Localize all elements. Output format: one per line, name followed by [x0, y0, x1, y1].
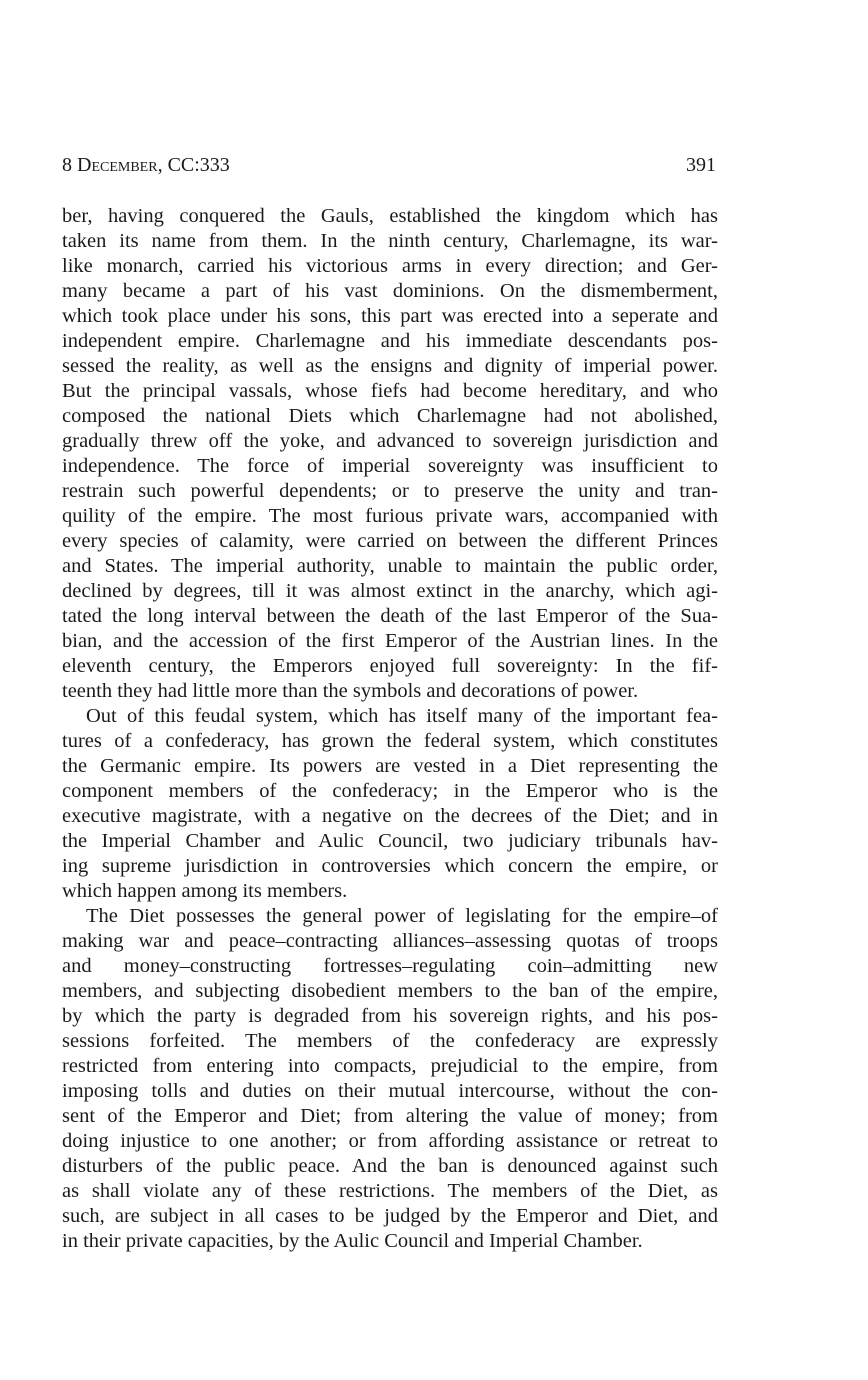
paragraph — [62, 904, 718, 1254]
text-line: the Imperial Chamber and Aulic Council, two judiciary tribunals hav- — [62, 830, 718, 852]
text-line: many became a part of his vast dominions. On the dismemberment, — [62, 280, 718, 302]
page-number: 391 — [686, 154, 716, 176]
text-line: executive magistrate, with a negative on the decrees of the Diet; and in — [62, 805, 718, 827]
running-head-title — [62, 150, 230, 180]
text-line: ing supreme jurisdiction in controversies which concern the empire, or — [62, 855, 718, 877]
body-text — [62, 204, 718, 1254]
text-line: which happen among its members. — [62, 880, 348, 902]
text-line: tated the long interval between the death of the last Emperor of the Sua- — [62, 605, 718, 627]
text-line: teenth they had little more than the symbols and decorations of power. — [62, 680, 639, 702]
text-line: making war and peace–contracting alliances–assessing quotas of troops — [62, 930, 718, 952]
text-line: gradually threw off the yoke, and advanced to sovereign jurisdiction and — [62, 430, 718, 452]
text-line: composed the national Diets which Charlemagne had not abolished, — [62, 405, 718, 427]
text-line: every species of calamity, were carried on between the different Princes — [62, 530, 718, 552]
text-line: by which the party is degraded from his sovereign rights, and his pos- — [62, 1005, 718, 1027]
text-line: like monarch, carried his victorious arms in every direction; and Ger- — [62, 255, 718, 277]
text-line: as shall violate any of these restrictions. The members of the Diet, as — [62, 1180, 718, 1202]
text-line: declined by degrees, till it was almost extinct in the anarchy, which agi- — [62, 580, 718, 602]
text-line: restricted from entering into compacts, prejudicial to the empire, from — [62, 1055, 718, 1077]
text-line: which took place under his sons, this part was erected into a seperate and — [62, 305, 718, 327]
text-line: tures of a confederacy, has grown the federal system, which constitutes — [62, 730, 718, 752]
text-line: bian, and the accession of the first Emperor of the Austrian lines. In the — [62, 630, 718, 652]
running-head-number: 8 — [62, 154, 72, 176]
paragraph — [62, 204, 718, 704]
text-line: independence. The force of imperial sovereignty was insufficient to — [62, 455, 718, 477]
text-line: quility of the empire. The most furious private wars, accompanied with — [62, 505, 718, 527]
text-line: and money–constructing fortresses–regulating coin–admitting new — [62, 955, 718, 977]
text-line: doing injustice to one another; or from affording assistance or retreat to — [62, 1130, 718, 1152]
text-line: imposing tolls and duties on their mutual intercourse, without the con- — [62, 1080, 718, 1102]
text-line: in their private capacities, by the Aulic Council and Imperial Chamber. — [62, 1230, 643, 1252]
text-line: and States. The imperial authority, unable to maintain the public order, — [62, 555, 718, 577]
running-head-document-id: , CC:333 — [157, 154, 230, 176]
text-line: disturbers of the public peace. And the ban is denounced against such — [62, 1155, 718, 1177]
paragraph — [62, 704, 718, 904]
text-line: The Diet possesses the general power of legislating for the empire–of — [86, 905, 718, 927]
running-head — [62, 150, 716, 180]
text-line: sessions forfeited. The members of the confederacy are expressly — [62, 1030, 718, 1052]
text-line: independent empire. Charlemagne and his immediate descendants pos- — [62, 330, 718, 352]
running-head-month: December — [77, 154, 158, 176]
text-line: sessed the reality, as well as the ensigns and dignity of imperial power. — [62, 355, 718, 377]
text-line: the Germanic empire. Its powers are vested in a Diet representing the — [62, 755, 718, 777]
text-line: Out of this feudal system, which has itself many of the important fea- — [86, 705, 718, 727]
text-line: But the principal vassals, whose fiefs had become hereditary, and who — [62, 380, 718, 402]
text-line: sent of the Emperor and Diet; from altering the value of money; from — [62, 1105, 718, 1127]
text-line: members, and subjecting disobedient members to the ban of the empire, — [62, 980, 718, 1002]
text-line: ber, having conquered the Gauls, established the kingdom which has — [62, 205, 718, 227]
text-line: taken its name from them. In the ninth century, Charlemagne, its war- — [62, 230, 718, 252]
text-line: eleventh century, the Emperors enjoyed full sovereignty: In the fif- — [62, 655, 718, 677]
text-line: such, are subject in all cases to be judged by the Emperor and Diet, and — [62, 1205, 718, 1227]
text-line: component members of the confederacy; in the Emperor who is the — [62, 780, 718, 802]
text-line: restrain such powerful dependents; or to preserve the unity and tran- — [62, 480, 718, 502]
